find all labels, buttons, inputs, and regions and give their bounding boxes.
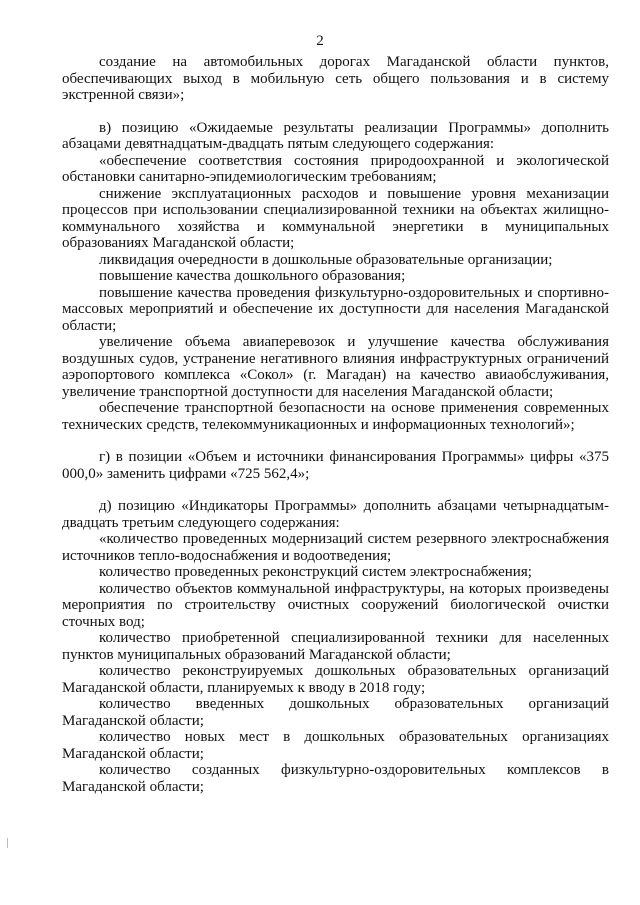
paragraph: в) позицию «Ожидаемые результаты реализации Программы» дополнить абзацами девятнадцатым-двадцать пятым следующего содержания: xyxy=(62,119,609,152)
paragraph: повышение качества проведения физкультурно-оздоровительных и спортивно-массовых мероприятий и обеспечение их доступности для населения Магаданской области; xyxy=(62,284,609,334)
paragraph: «обеспечение соответствия состояния природоохранной и экологической обстановки санитарно-эпидемиологическим требованиям; xyxy=(62,152,609,185)
paragraph: создание на автомобильных дорогах Магаданской области пунктов, обеспечивающих выход в мобильную сеть общего пользования и в систему экстренной связи»; xyxy=(62,54,609,103)
document-body xyxy=(62,54,609,795)
paragraph: д) позицию «Индикаторы Программы» дополнить абзацами четырнадцатым-двадцать третьим следующего содержания: xyxy=(62,498,609,531)
paragraph: обеспечение транспортной безопасности на основе применения современных технических средств, телекоммуникационных и информационных технологий»; xyxy=(62,400,609,433)
paragraph: количество введенных дошкольных образовательных организаций Магаданской области; xyxy=(62,696,609,729)
paragraph-gap xyxy=(62,433,609,449)
paragraph: количество реконструируемых дошкольных образовательных организаций Магаданской области, планируемых к вводу в 2018 году; xyxy=(62,663,609,696)
paragraph: снижение эксплуатационных расходов и повышение уровня механизации процессов при использовании специализированной техники на объектах жилищно-коммунального хозяйства и коммунальной энергетики в муниципальных образованиях Магаданской области; xyxy=(62,185,609,251)
paragraph: «количество проведенных модернизаций систем резервного электроснабжения источников тепло-водоснабжения и водоотведения; xyxy=(62,531,609,564)
paragraph: количество объектов коммунальной инфраструктуры, на которых произведены мероприятия по строительству очистных сооружений биологической очистки сточных вод; xyxy=(62,580,609,630)
paragraph: количество созданных физкультурно-оздоровительных комплексов в Магаданской области; xyxy=(62,762,609,795)
scan-edge-mark xyxy=(7,838,8,848)
paragraph: ликвидация очередности в дошкольные образовательные организации; xyxy=(99,251,553,268)
paragraph: количество проведенных реконструкций систем электроснабжения; xyxy=(99,564,532,580)
page-number: 2 xyxy=(316,33,324,49)
paragraph: г) в позиции «Объем и источники финансирования Программы» цифры «375 000,0» заменить цифрами «725 562,4»; xyxy=(62,449,609,482)
paragraph: количество приобретенной специализированной техники для населенных пунктов муниципальных образований Магаданской области; xyxy=(62,630,609,663)
paragraph: увеличение объема авиаперевозок и улучшение качества обслуживания воздушных судов, устранение негативного влияния инфраструктурных ограничений аэропортового комплекса «Сокол» (г. Магадан) на качество авиаобслуживания, увеличение транспортной доступности для населения Магаданской области; xyxy=(62,334,609,400)
paragraph: количество новых мест в дошкольных образовательных организациях Магаданской области; xyxy=(62,729,609,762)
paragraph-gap xyxy=(62,482,609,498)
paragraph: повышение качества дошкольного образования; xyxy=(99,268,406,284)
paragraph-gap xyxy=(62,104,609,120)
